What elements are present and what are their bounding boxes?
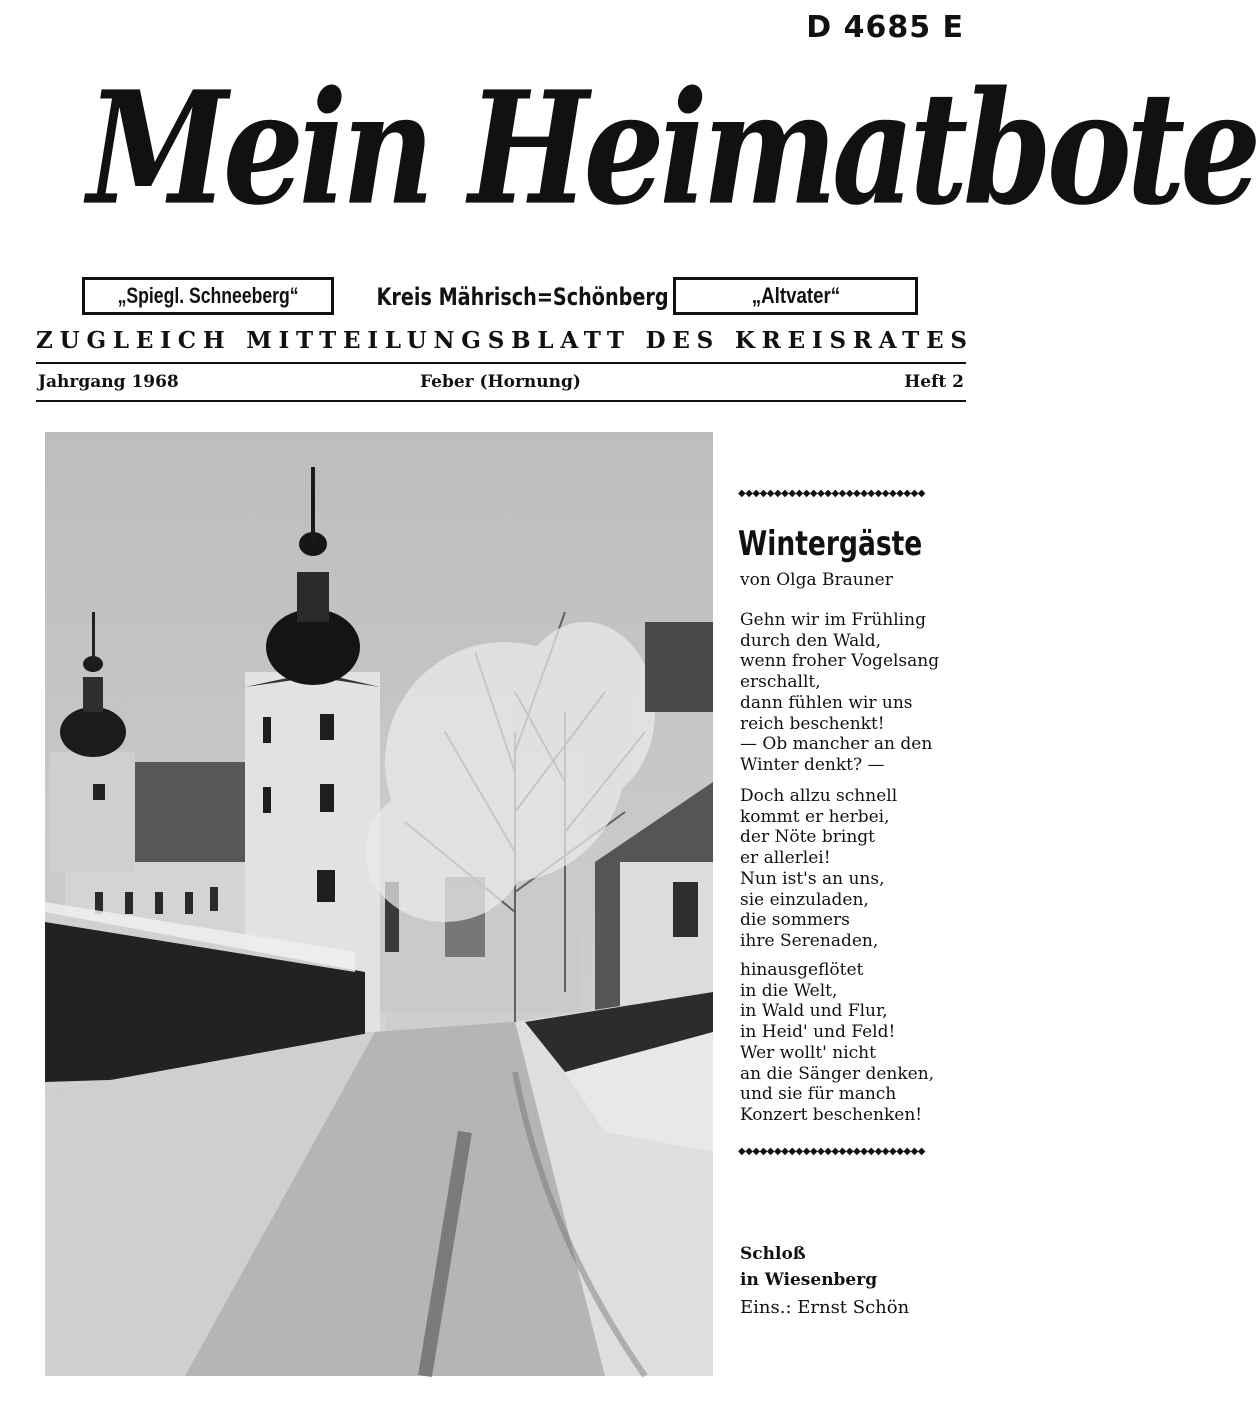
masthead-title: Mein Heimatbote <box>87 56 1256 240</box>
divider-bottom <box>36 400 966 402</box>
poem-line: Winter denkt? — <box>740 754 885 775</box>
poem-line: an die Sänger denken, <box>740 1063 935 1084</box>
issue-label: Heft 2 <box>904 372 964 392</box>
ornament-bottom: ◆◆◆◆◆◆◆◆◆◆◆◆◆◆◆◆◆◆◆◆◆◆◆◆◆◆ <box>738 1146 925 1157</box>
poem-line: durch den Wald, <box>740 630 881 651</box>
poem-title: Wintergäste <box>738 524 923 564</box>
photo-caption-line-2: in Wiesenberg <box>740 1270 878 1290</box>
subtitle-banner: ZUGLEICH MITTEILUNGSBLATT DES KREISRATES <box>36 327 974 354</box>
poem-stanza-3 <box>740 960 934 1126</box>
poem-line: kommt er herbei, <box>740 806 890 827</box>
poem-line: in Wald und Flur, <box>740 1001 888 1022</box>
poem-line: in Heid' und Feld! <box>740 1022 896 1043</box>
poem-line: ihre Serenaden, <box>740 930 879 951</box>
poem-line: und sie für manch <box>740 1084 897 1105</box>
box-right-label: „Altvater“ <box>751 283 840 308</box>
box-left-label: „Spiegl. Schneeberg“ <box>117 283 299 308</box>
issue-code: D 4685 E <box>806 10 964 45</box>
poem-line: Gehn wir im Frühling <box>740 610 926 630</box>
photo-caption-line-1: Schloß <box>740 1244 806 1264</box>
poem-line: — Ob mancher an den <box>740 734 933 755</box>
poem-line: in die Welt, <box>740 980 838 1001</box>
poem-line: die sommers <box>740 910 850 931</box>
castle-photo <box>45 432 713 1376</box>
poem-line: dann fühlen wir uns <box>740 692 913 713</box>
poem-line: Doch allzu schnell <box>740 786 898 806</box>
poem-stanza-2 <box>740 786 897 952</box>
poem-line: Wer wollt' nicht <box>740 1042 876 1063</box>
poem-line: erschallt, <box>740 672 821 693</box>
poem-line: wenn froher Vogelsang <box>740 651 940 672</box>
poem-line: er allerlei! <box>740 848 831 869</box>
divider-top <box>36 362 966 364</box>
month-label: Feber (Hornung) <box>420 372 581 392</box>
poem-line: reich beschenkt! <box>740 713 885 734</box>
box-altvater <box>673 277 918 315</box>
district-label <box>340 278 668 316</box>
poem-line: Nun ist's an uns, <box>740 868 885 889</box>
photo-credit: Eins.: Ernst Schön <box>740 1297 910 1318</box>
poem-line: hinausgeflötet <box>740 960 864 980</box>
ornament-top: ◆◆◆◆◆◆◆◆◆◆◆◆◆◆◆◆◆◆◆◆◆◆◆◆◆◆ <box>738 488 925 499</box>
poem-stanza-1 <box>740 610 939 776</box>
castle-photo-illustration <box>45 432 713 1376</box>
poem-line: sie einzuladen, <box>740 889 869 910</box>
photo-caption <box>740 1241 877 1293</box>
box-spiegl-schneeberg <box>82 277 334 315</box>
volume-label: Jahrgang 1968 <box>38 372 179 392</box>
poem-line: Konzert beschenken! <box>740 1104 923 1125</box>
poem-author: von Olga Brauner <box>740 570 893 590</box>
poem-line: der Nöte bringt <box>740 827 875 848</box>
district-label-text: Kreis Mährisch=Schönberg <box>376 283 669 311</box>
